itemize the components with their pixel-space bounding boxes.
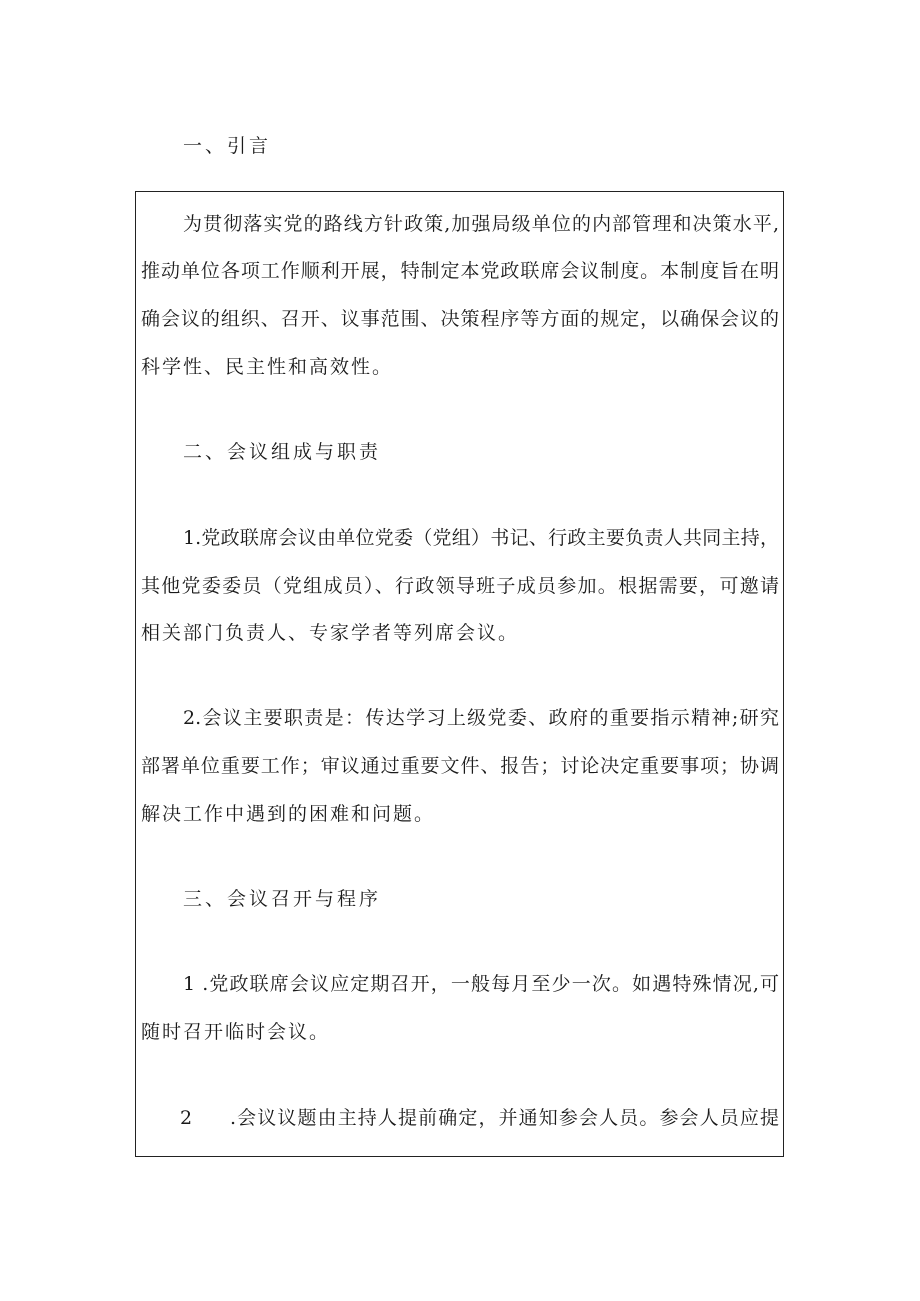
content-frame: [135, 191, 784, 1157]
intro-line-2: 推动单位各项工作顺利开展，特制定本党政联席会议制度。本制度旨在明: [141, 260, 779, 282]
composition-item2-line-2: 部署单位重要工作；审议通过重要文件、报告；讨论决定重要事项；协调: [141, 755, 779, 777]
intro-line-4: 科学性、民主性和高效性。: [141, 356, 394, 378]
composition-item2-line-3: 解决工作中遇到的困难和问题。: [141, 803, 436, 825]
composition-item1-line-1: 1.党政联席会议由单位党委（党组）书记、行政主要负责人共同主持，: [183, 527, 779, 549]
intro-line-1: 为贯彻落实党的路线方针政策,加强局级单位的内部管理和决策水平,: [183, 213, 779, 235]
composition-item2-line-1: 2.会议主要职责是：传达学习上级党委、政府的重要指示精神;研究: [183, 707, 779, 729]
composition-heading: 二、会议组成与职责: [183, 441, 382, 463]
procedure-item1-line-2: 随时召开临时会议。: [141, 1021, 331, 1043]
procedure-item2-line-1: .会议议题由主持人提前确定，并通知参会人员。参会人员应提: [230, 1107, 779, 1129]
procedure-heading: 三、会议召开与程序: [183, 888, 382, 910]
intro-heading: 一、引言: [183, 135, 272, 157]
procedure-item2-number: 2: [180, 1107, 193, 1129]
composition-item1-line-2: 其他党委委员（党组成员）、行政领导班子成员参加。根据需要，可邀请: [141, 575, 779, 597]
procedure-item1-line-1: 1 .党政联席会议应定期召开，一般每月至少一次。如遇特殊情况,可: [183, 973, 779, 995]
intro-line-3: 确会议的组织、召开、议事范围、决策程序等方面的规定，以确保会议的: [141, 308, 779, 330]
composition-item1-line-3: 相关部门负责人、专家学者等列席会议。: [141, 622, 520, 644]
